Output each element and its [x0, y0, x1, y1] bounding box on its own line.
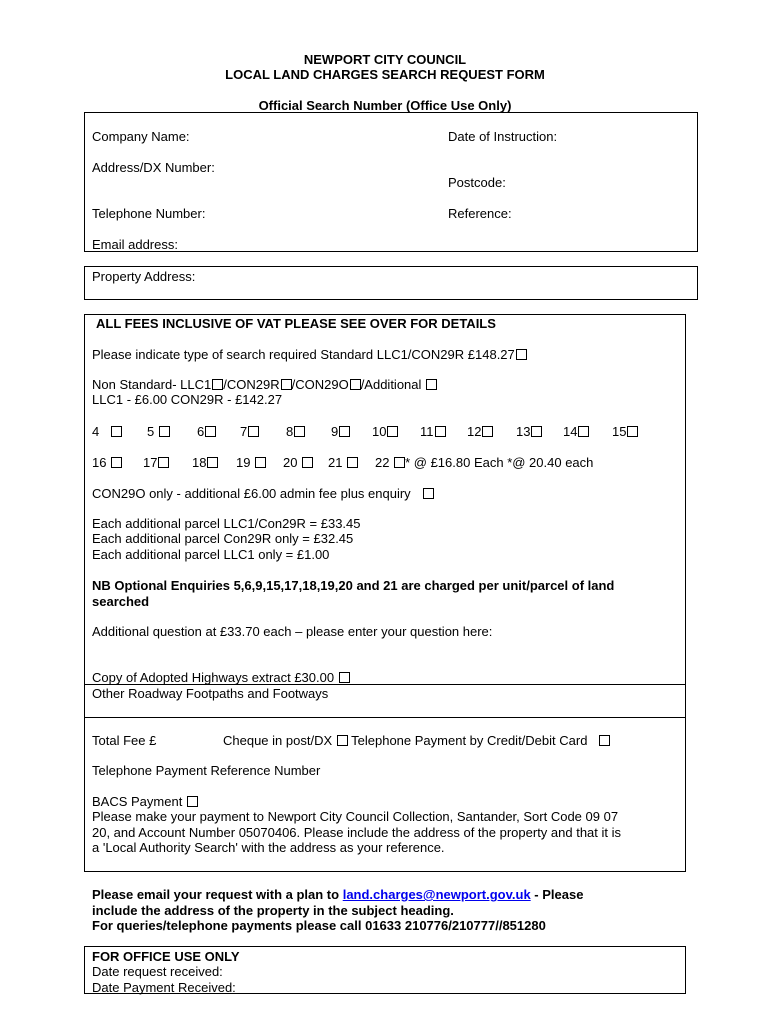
additional-label: /Additional — [360, 377, 422, 392]
council-name: NEWPORT CITY COUNCIL — [303, 52, 467, 67]
highways-row — [92, 670, 350, 685]
nb-optional-line1: NB Optional Enquiries 5,6,9,15,17,18,19,20 and 21 are charged per unit/parcel of land — [92, 578, 615, 593]
enquiry-number: 18 — [192, 455, 207, 470]
enquiry-number: 15 — [612, 424, 627, 439]
con29o-only-label: CON29O only - additional £6.00 admin fee plus enquiry — [92, 486, 411, 501]
form-title: LOCAL LAND CHARGES SEARCH REQUEST FORM — [225, 67, 545, 82]
non-standard-row — [92, 377, 437, 392]
enquiry-4 — [92, 424, 122, 439]
enquiry-number: 12 — [467, 424, 482, 439]
official-search-number-label: Official Search Number (Office Use Only) — [258, 98, 512, 113]
enquiry-checkbox[interactable] — [158, 457, 169, 468]
date-of-instruction-label: Date of Instruction: — [448, 129, 558, 144]
enquiry-number: 22 — [375, 455, 390, 470]
enquiry-number: 10 — [372, 424, 387, 439]
additional-question-label: Additional question at £33.70 each – please enter your question here: — [92, 624, 493, 639]
enquiry-10 — [372, 424, 398, 439]
cheque-label: Cheque in post/DX — [223, 733, 333, 748]
enquiry-18 — [192, 455, 218, 470]
email-label: Email address: — [92, 237, 178, 252]
email-request-line — [92, 887, 583, 902]
enquiry-number: 21 — [328, 455, 343, 470]
enquiry-12 — [467, 424, 493, 439]
non-standard-llc1-label: Non Standard- LLC1 — [92, 377, 212, 392]
standard-search-checkbox[interactable] — [516, 349, 527, 360]
enquiry-checkbox[interactable] — [294, 426, 305, 437]
email-prefix: Please email your request with a plan to — [92, 887, 343, 902]
parcel-con29r: Each additional parcel Con29R only = £32.45 — [92, 531, 354, 546]
enquiry-number: 17 — [143, 455, 158, 470]
enquiry-22 — [375, 455, 593, 470]
enquiry-checkbox[interactable] — [578, 426, 589, 437]
email-link[interactable]: land.charges@newport.gov.uk — [342, 887, 531, 902]
enquiry-checkbox[interactable] — [394, 457, 405, 468]
enquiry-21 — [328, 455, 358, 470]
enquiry-15 — [612, 424, 638, 439]
enquiry-number: 7 — [240, 424, 248, 439]
enquiry-number: 13 — [516, 424, 531, 439]
company-name-label: Company Name: — [92, 129, 190, 144]
office-use-heading: FOR OFFICE USE ONLY — [92, 949, 240, 964]
standard-search-row — [92, 347, 527, 362]
con29o-checkbox[interactable] — [350, 379, 361, 390]
enquiry-number: 8 — [286, 424, 294, 439]
bacs-checkbox[interactable] — [187, 796, 198, 807]
telephone-label: Telephone Number: — [92, 206, 206, 221]
enquiry-checkbox[interactable] — [531, 426, 542, 437]
cheque-row — [223, 733, 610, 748]
enquiry-6 — [197, 424, 216, 439]
enquiry-number: 6 — [197, 424, 205, 439]
bacs-instructions-1: Please make your payment to Newport City Council Collection, Santander, Sort Code 09 07 — [92, 809, 619, 824]
roadway-label: Other Roadway Footpaths and Footways — [92, 686, 329, 701]
enquiry-11 — [420, 424, 446, 439]
property-address-label: Property Address: — [92, 269, 196, 284]
parcel-llc1: Each additional parcel LLC1 only = £1.00 — [92, 547, 330, 562]
parcel-llc1-con29r: Each additional parcel LLC1/Con29R = £33.45 — [92, 516, 361, 531]
cheque-checkbox[interactable] — [337, 735, 348, 746]
con29r-checkbox[interactable] — [281, 379, 292, 390]
con29o-label: /CON29O — [291, 377, 349, 392]
enquiry-9 — [331, 424, 350, 439]
bacs-instructions-2: 20, and Account Number 05070406. Please include the address of the property and that it is — [92, 825, 622, 840]
enquiry-checkbox[interactable] — [111, 457, 122, 468]
enquiry-8 — [286, 424, 305, 439]
enquiry-checkbox[interactable] — [207, 457, 218, 468]
bacs-row — [92, 794, 198, 809]
enquiry-number: 4 — [92, 424, 100, 439]
enquiry-checkbox[interactable] — [205, 426, 216, 437]
enquiry-checkbox[interactable] — [159, 426, 170, 437]
enquiry-17 — [143, 455, 169, 470]
enquiry-7 — [240, 424, 259, 439]
enquiry-13 — [516, 424, 542, 439]
date-request-received: Date request received: — [92, 964, 223, 979]
row2-pricing-note: * @ £16.80 Each *@ 20.40 each — [405, 455, 594, 470]
enquiry-checkbox[interactable] — [339, 426, 350, 437]
enquiry-number: 14 — [563, 424, 578, 439]
enquiry-checkbox[interactable] — [387, 426, 398, 437]
enquiry-number: 19 — [236, 455, 251, 470]
enquiry-number: 9 — [331, 424, 339, 439]
additional-checkbox[interactable] — [426, 379, 437, 390]
non-standard-prices: LLC1 - £6.00 CON29R - £142.27 — [92, 392, 283, 407]
enquiry-checkbox[interactable] — [435, 426, 446, 437]
enquiry-14 — [563, 424, 589, 439]
postcode-label: Postcode: — [448, 175, 506, 190]
fees-heading: ALL FEES INCLUSIVE OF VAT PLEASE SEE OVER FOR DETAILS — [96, 316, 496, 331]
con29o-only-checkbox[interactable] — [423, 488, 434, 499]
date-payment-received: Date Payment Received: — [92, 980, 236, 995]
enquiry-number: 5 — [147, 424, 155, 439]
bacs-label: BACS Payment — [92, 794, 183, 809]
highways-checkbox[interactable] — [339, 672, 350, 683]
telephone-ref-label: Telephone Payment Reference Number — [92, 763, 321, 778]
enquiry-19 — [236, 455, 266, 470]
standard-search-label: Please indicate type of search required Standard LLC1/CON29R £148.27 — [92, 347, 515, 362]
enquiry-5 — [147, 424, 170, 439]
con29o-only-row — [92, 486, 434, 501]
enquiry-checkbox[interactable] — [482, 426, 493, 437]
llc1-checkbox[interactable] — [212, 379, 223, 390]
enquiry-checkbox[interactable] — [627, 426, 638, 437]
bacs-instructions-3: a 'Local Authority Search' with the address as your reference. — [92, 840, 445, 855]
reference-label: Reference: — [448, 206, 512, 221]
enquiry-16 — [92, 455, 122, 470]
queries-phone: For queries/telephone payments please call 01633 210776/210777//851280 — [92, 918, 546, 933]
enquiry-checkbox[interactable] — [347, 457, 358, 468]
enquiry-checkbox[interactable] — [255, 457, 266, 468]
nb-optional-line2: searched — [92, 594, 150, 609]
telephone-card-label: Telephone Payment by Credit/Debit Card — [351, 733, 588, 748]
enquiry-checkbox[interactable] — [248, 426, 259, 437]
total-fee-label: Total Fee £ — [92, 733, 157, 748]
enquiry-20 — [283, 455, 313, 470]
enquiry-number: 20 — [283, 455, 298, 470]
con29r-label: /CON29R — [223, 377, 280, 392]
enquiry-checkbox[interactable] — [111, 426, 122, 437]
subject-heading-note: include the address of the property in the subject heading. — [92, 903, 454, 918]
enquiry-number: 16 — [92, 455, 107, 470]
email-suffix: - Please — [530, 887, 584, 902]
highways-label: Copy of Adopted Highways extract £30.00 — [92, 670, 335, 685]
enquiry-checkbox[interactable] — [302, 457, 313, 468]
telephone-card-checkbox[interactable] — [599, 735, 610, 746]
address-dx-label: Address/DX Number: — [92, 160, 215, 175]
enquiry-number: 11 — [420, 424, 434, 439]
